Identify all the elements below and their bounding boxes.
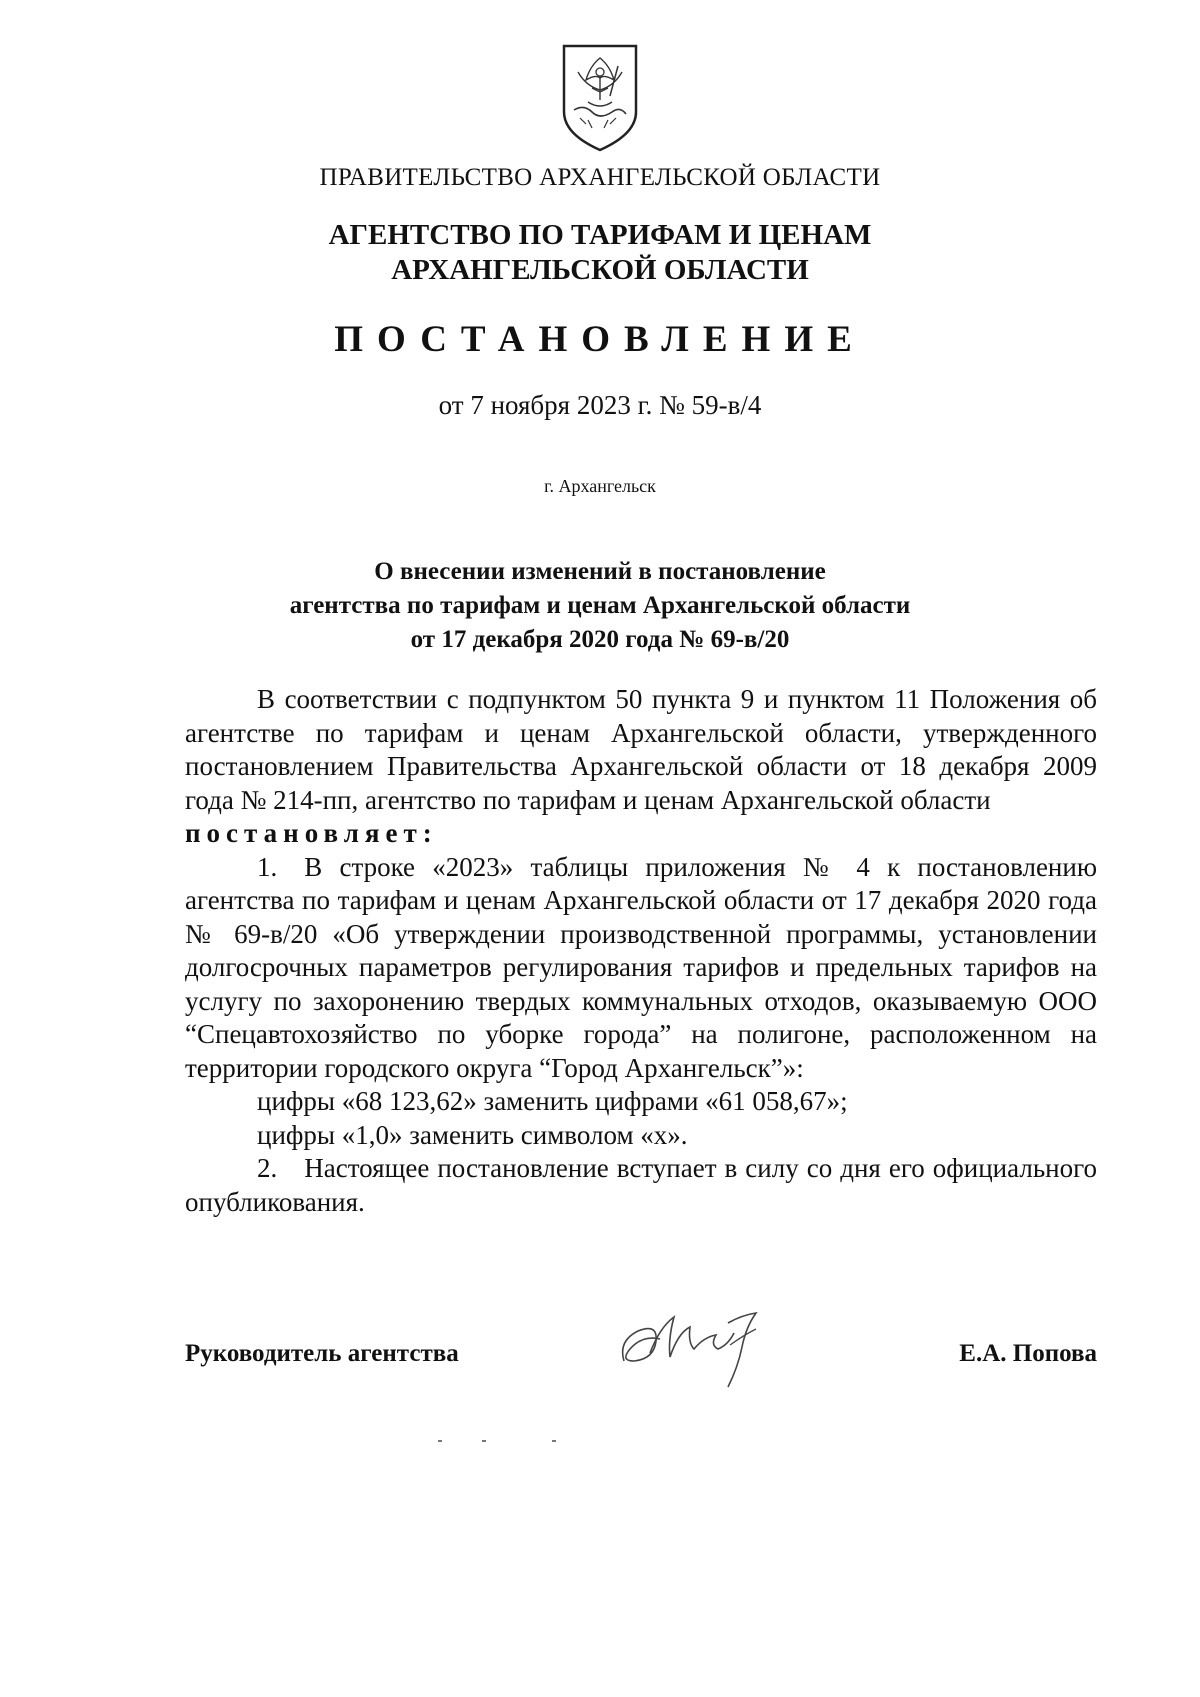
signatory-name: Е.А. Попова <box>959 1340 1097 1367</box>
title-line1: О внесении изменений в постановление <box>374 558 826 585</box>
agency-name <box>0 218 1200 288</box>
document-type: ПОСТАНОВЛЕНИЕ <box>334 319 866 360</box>
item-2-paragraph: 2. Настоящее постановление вступает в силу со дня его официального опубликования. <box>185 1153 1097 1217</box>
coat-of-arms-icon <box>558 42 642 154</box>
item-1-paragraph: 1. В строке «2023» таблицы приложения № 4 к постановлению агентства по тарифам и ценам Архангельской области от 17 декабря 2020 года № 69-в/20 «Об утверждении производственной программы, установлении долгосрочных параметров регулирования тарифов и предельных тарифов на услугу по захоронению твердых коммунальных отходов, оказываемую ООО “Спецавтохозяйство по уборке города” на полигоне, расположенном на территории городского округа “Город Архангельск”»: <box>185 851 1097 1083</box>
title-line3: от 17 декабря 2020 года № 69-в/20 <box>410 626 790 653</box>
resolves-word: постановляет: <box>185 818 438 848</box>
signature-row <box>185 1340 1097 1380</box>
signatory-position: Руководитель агентства <box>185 1340 459 1367</box>
agency-name-line2: АРХАНГЕЛЬСКОЙ ОБЛАСТИ <box>391 254 809 286</box>
agency-name-line1: АГЕНТСТВО ПО ТАРИФАМ И ЦЕНАМ <box>328 219 872 251</box>
scan-speck <box>438 1440 442 1442</box>
change-2-line: цифры «1,0» заменить символом «х». <box>257 1119 688 1150</box>
scan-speck <box>482 1440 486 1442</box>
change-1-line: цифры «68 123,62» заменить цифрами «61 058,67»; <box>257 1086 848 1116</box>
government-name: ПРАВИТЕЛЬСТВО АРХАНГЕЛЬСКОЙ ОБЛАСТИ <box>319 164 881 191</box>
document-body <box>185 683 1097 1219</box>
document-city: г. Архангельск <box>544 476 656 496</box>
document-title <box>0 555 1200 657</box>
scan-speck <box>552 1440 556 1442</box>
title-line2: агентства по тарифам и ценам Архангельской области <box>289 592 911 619</box>
preamble-paragraph: В соответствии с подпунктом 50 пункта 9 и пунктом 11 Положения об агентстве по тарифам и ценам Архангельской области, утвержденного постановлением Правительства Архангельской области от 18 декабря 2009 года № 214-пп, агентство по тарифам и ценам Архангельской области <box>185 684 1097 815</box>
document-date-number: от 7 ноября 2023 г. № 59-в/4 <box>438 390 762 420</box>
